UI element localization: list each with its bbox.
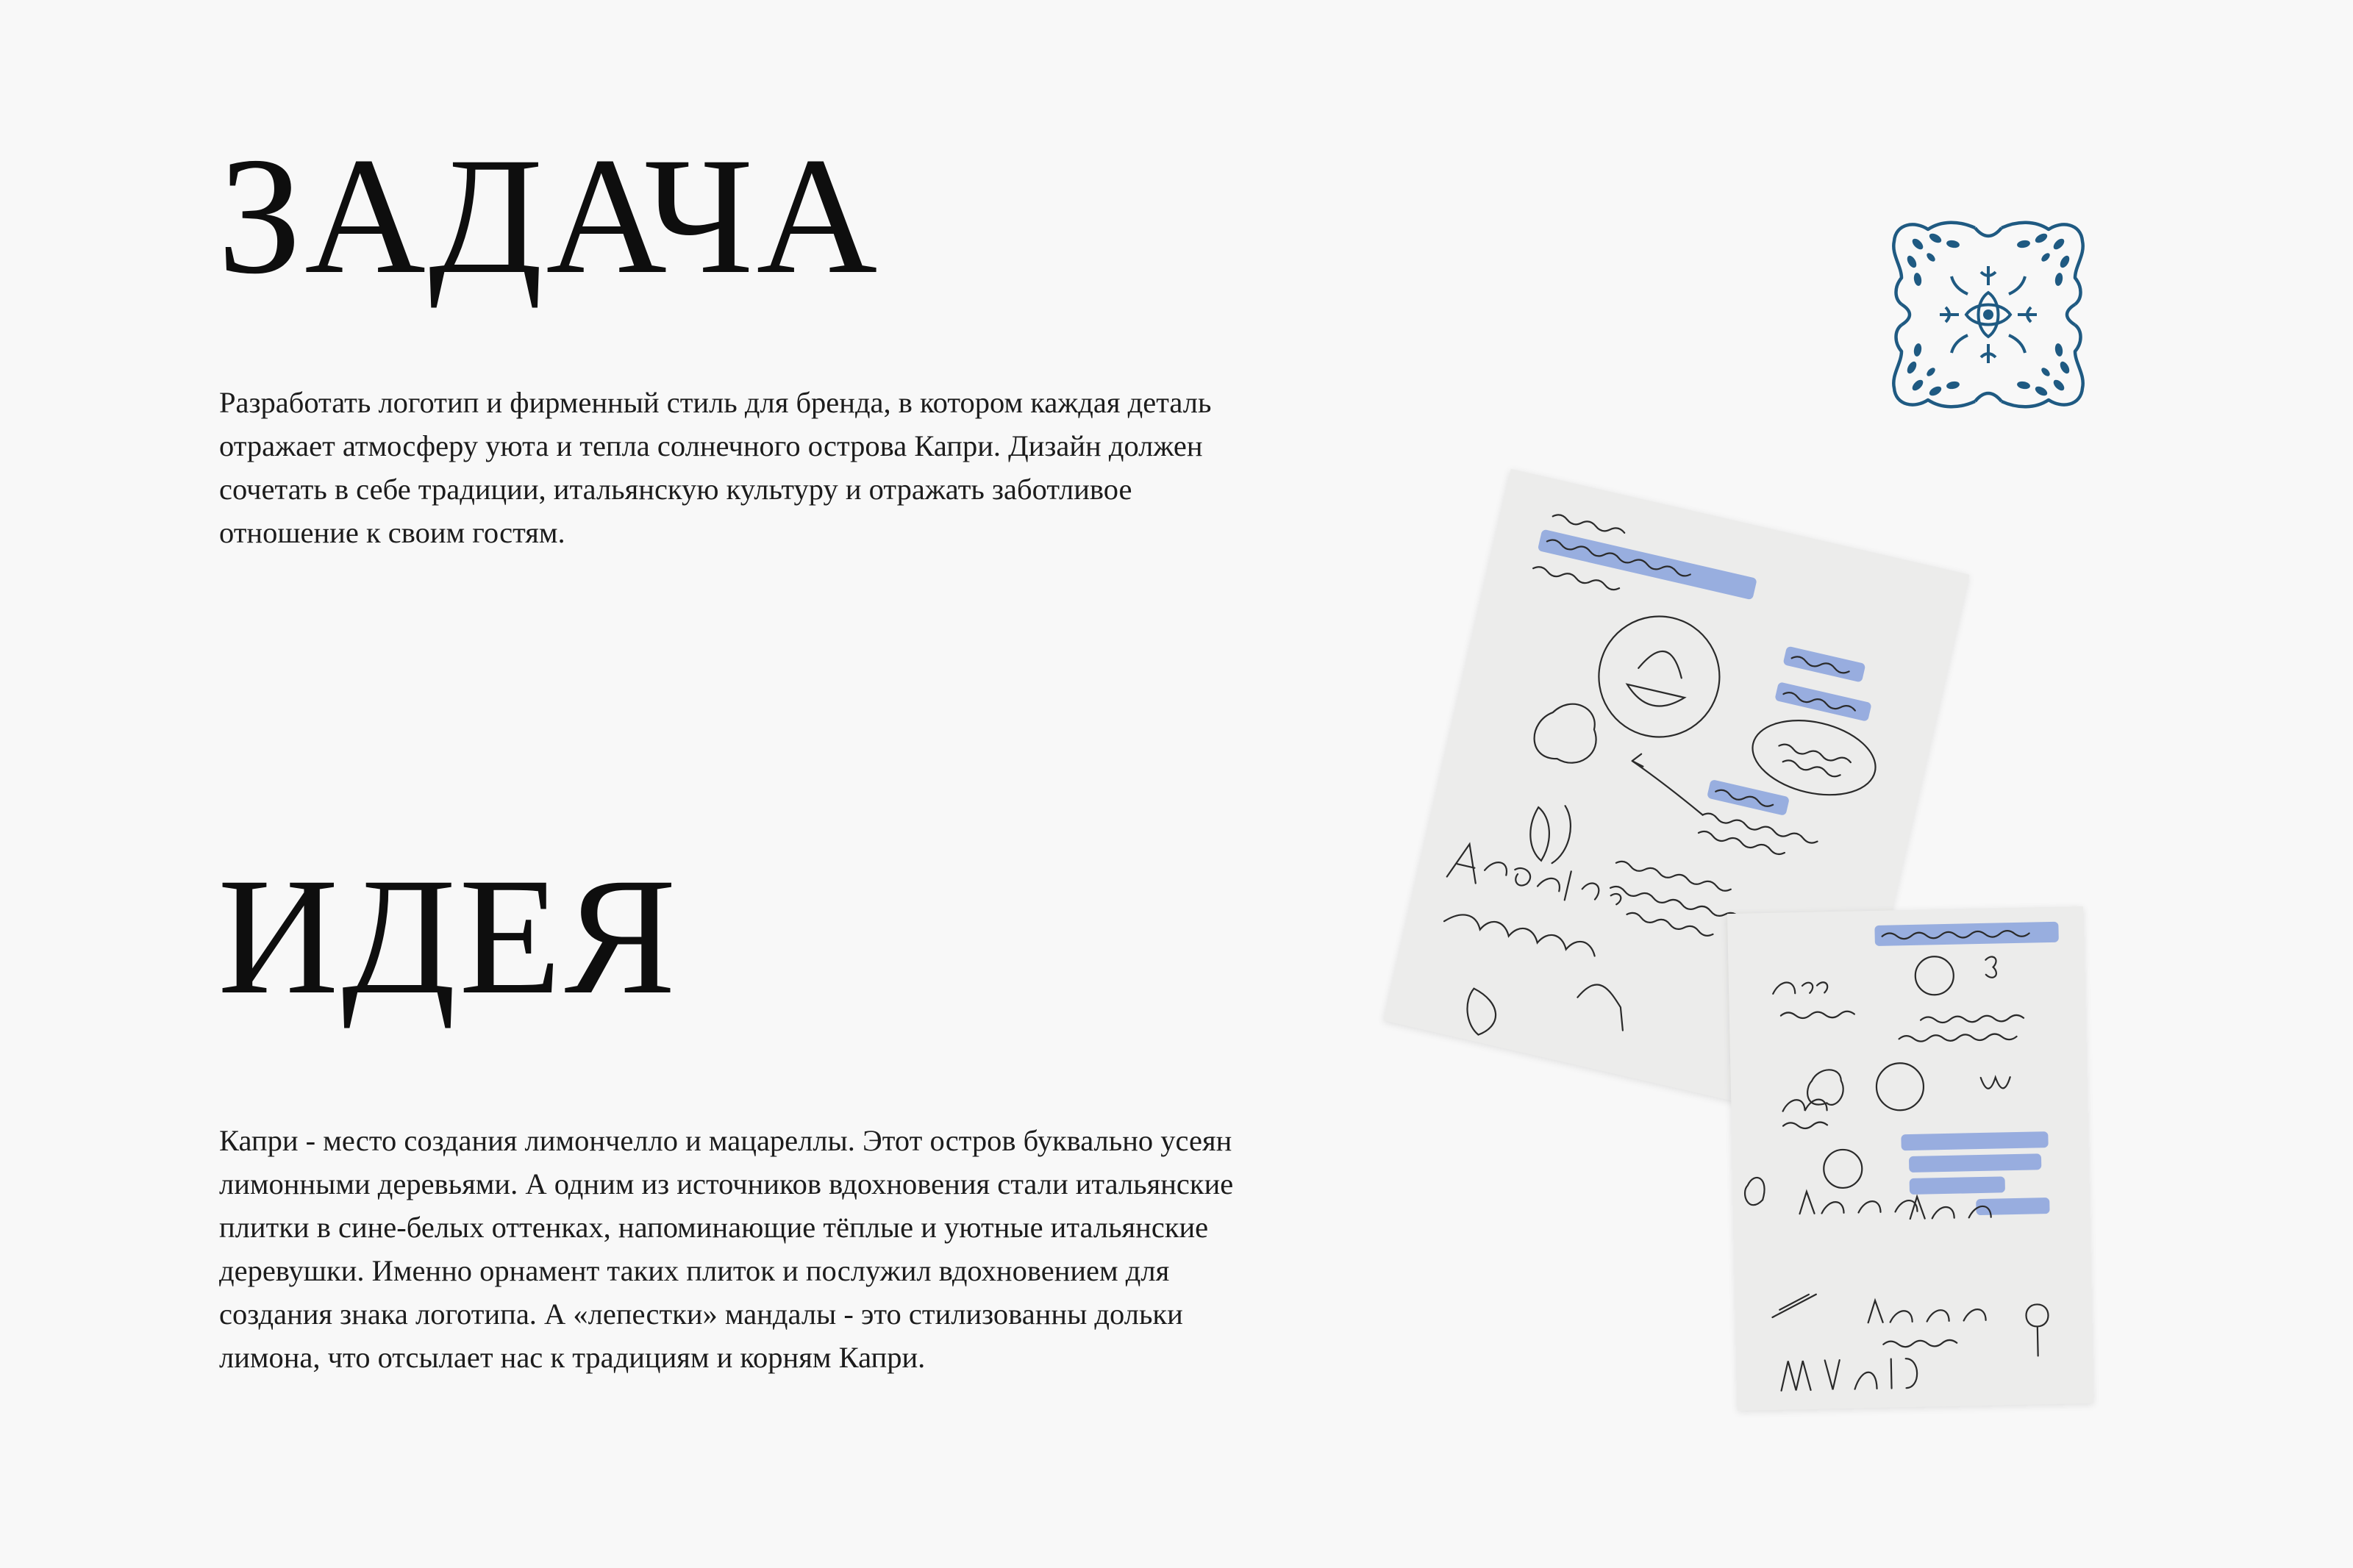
task-line: Разработать логотип и фирменный стиль для бренда, в котором каждая деталь xyxy=(219,386,1212,419)
idea-heading: ИДЕЯ xyxy=(218,844,679,1029)
task-paragraph xyxy=(219,381,1410,554)
capri-tile-ornament-icon xyxy=(1891,218,2085,412)
idea-line: Капри - место создания лимончелло и мацареллы. Этот остров буквально усеян xyxy=(219,1124,1232,1157)
idea-line: лимона, что отсылает нас к традициям и корням Капри. xyxy=(219,1341,926,1374)
task-line: отражает атмосферу уюта и тепла солнечного острова Капри. Дизайн должен xyxy=(219,429,1203,462)
idea-line: плитки в сине-белых оттенках, напоминающие тёплые и уютные итальянские xyxy=(219,1211,1209,1244)
task-line: отношение к своим гостям. xyxy=(219,516,565,549)
logo-sketch-sheet-2 xyxy=(1727,906,2093,1411)
task-heading: ЗАДАЧА xyxy=(218,123,881,309)
idea-line: лимонными деревьями. А одним из источников вдохновения стали итальянские xyxy=(219,1167,1234,1200)
idea-line: деревушки. Именно орнамент таких плиток и послужил вдохновением для xyxy=(219,1254,1170,1287)
idea-paragraph xyxy=(219,1119,1410,1379)
idea-line: создания знака логотипа. А «лепестки» мандалы - это стилизованны дольки xyxy=(219,1297,1183,1331)
task-line: сочетать в себе традиции, итальянскую культуру и отражать заботливое xyxy=(219,473,1132,506)
